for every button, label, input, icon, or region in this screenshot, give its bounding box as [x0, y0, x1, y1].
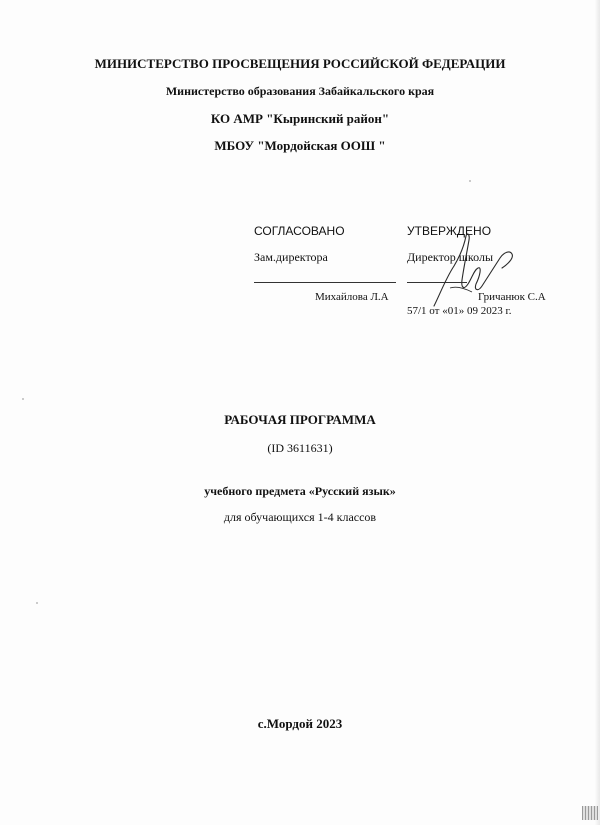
program-subject: учебного предмета «Русский язык» — [204, 484, 396, 498]
agreed-position: Зам.директора — [254, 250, 328, 264]
program-title: РАБОЧАЯ ПРОГРАММА — [224, 412, 376, 427]
approval-order: 57/1 от «01» 09 2023 г. — [407, 305, 512, 317]
place-year: с.Мордой 2023 — [257, 716, 343, 731]
district-name: КО АМР "Кыринский район" — [210, 111, 390, 126]
director-signature — [420, 228, 520, 310]
approved-name: Гричанюк С.А — [478, 291, 546, 303]
scan-speck — [36, 602, 38, 604]
scan-speck — [22, 398, 24, 400]
program-id: (ID 3611631) — [267, 441, 333, 455]
agreed-name: Михайлова Л.А — [315, 291, 389, 303]
school-name: МБОУ "Мордойская ООШ " — [214, 138, 386, 153]
agreed-label: СОГЛАСОВАНО — [254, 224, 345, 238]
program-audience: для обучающихся 1-4 классов — [223, 510, 377, 524]
scan-speck — [469, 180, 471, 182]
scan-edge-shadow — [594, 0, 600, 825]
scan-edge-mark — [582, 806, 598, 820]
agreed-signature-line — [254, 282, 396, 283]
approved-label: УТВЕРЖДЕНО — [407, 224, 492, 238]
ministry-regional: Министерство образования Забайкальского края — [165, 84, 435, 98]
approved-position: Директор школы — [407, 250, 494, 264]
ministry-federal: МИНИСТЕРСТВО ПРОСВЕЩЕНИЯ РОССИЙСКОЙ ФЕДЕРАЦИИ — [94, 56, 506, 71]
